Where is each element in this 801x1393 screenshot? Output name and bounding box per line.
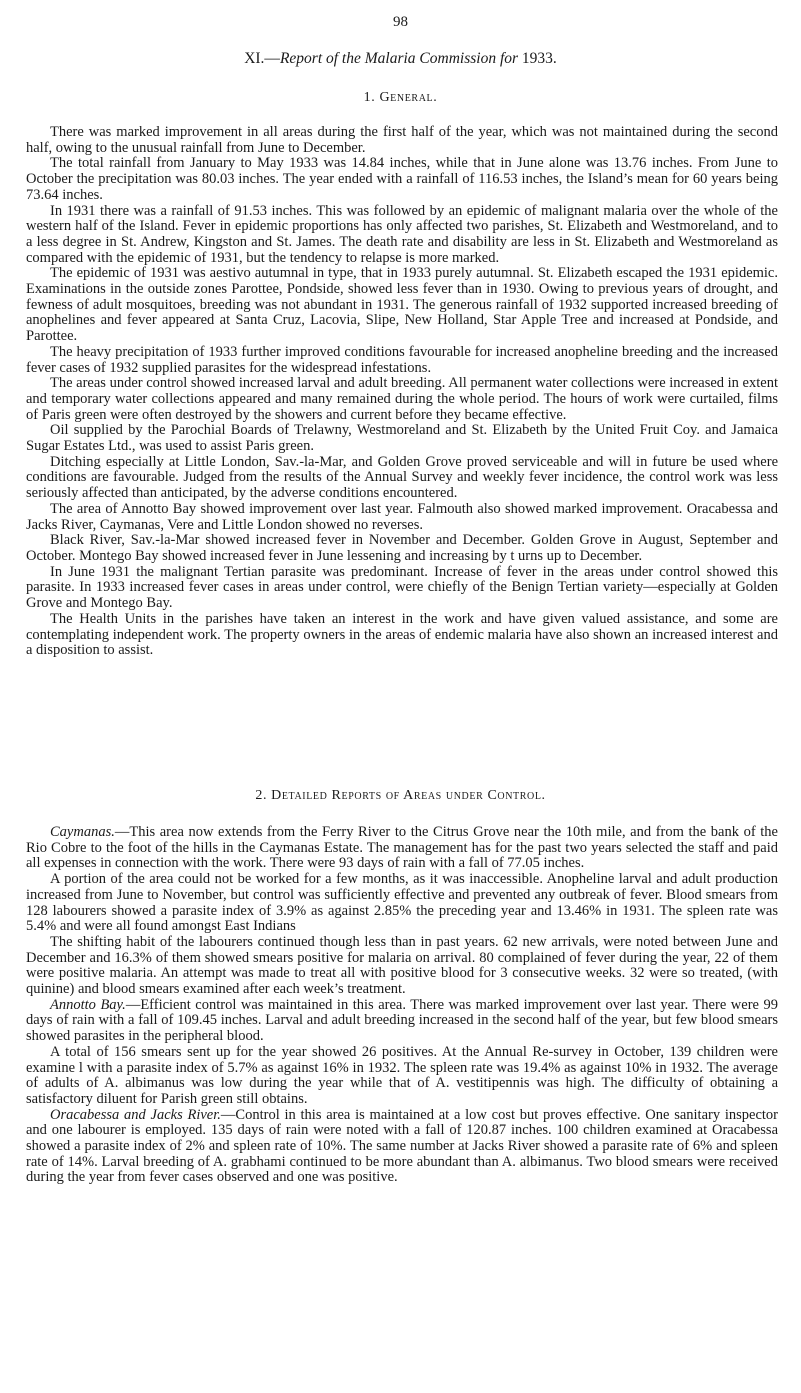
report-title bbox=[0, 50, 801, 68]
place-name: Caymanas. bbox=[50, 824, 115, 840]
section-detailed-reports-body bbox=[26, 825, 778, 1186]
paragraph: There was marked improvement in all areas during the first half of the year, which was not maintained during the second half, owing to the unusual rainfall from June to December. bbox=[26, 124, 778, 156]
place-name: Annotto Bay. bbox=[50, 996, 126, 1013]
report-title-prefix: XI.— bbox=[244, 50, 280, 67]
paragraph: In June 1931 the malignant Tertian parasite was predominant. Increase of fever in the areas under control showed this parasite. In 1933 increased fever cases in areas under control, were chiefly of the Benign Tertian variety—especially at Golden Grove and Montego Bay. bbox=[26, 563, 778, 612]
paragraph-text: —This area now extends from the Ferry River to the Citrus Grove near the 10th mile, and from the bank of the Rio Cobre to the foot of the hills in the Caymanas Estate. The management has for the past two years selected the staff and paid all expenses in connection with the work. There were 93 days of rain with a fall of 77.05 inches. bbox=[26, 824, 778, 872]
paragraph: Ditching especially at Little London, Sav.-la-Mar, and Golden Grove proved serviceable and will in future be used where conditions are favourable. Judged from the results of the Annual Survey and weekly fever incidence, the control work was less seriously affected than anticipated, by the adverse conditions encountered. bbox=[26, 453, 778, 502]
paragraph: The shifting habit of the labourers continued though less than in past years. 62 new arrivals, were noted between June and December and 16.3% of them showed smears positive for malaria on arrival. 80 complained of fever during the year, 22 of them were positive malaria. An attempt was made to treat all with positive blood for 3 consecutive weeks. 32 were so treated, (with quinine) and blood smears examined after each week’s treatment. bbox=[26, 933, 778, 998]
report-title-italic: Report of the Malaria Commission for bbox=[279, 50, 519, 67]
section-heading-general: 1. General. bbox=[363, 90, 438, 105]
paragraph: The epidemic of 1931 was aestivo autumnal in type, that in 1933 purely autumnal. St. Elizabeth escaped the 1931 epidemic. Examinations in the outside zones Parottee, Pondside, showed less fever than in 1930. Owing to previous years of drought, and fewness of adult mosquitoes, breeding was not abundant in 1931. The generous rainfall of 1932 supported increased breeding of anophelines and fever appeared at Santa Cruz, Lacovia, Slipe, New Holland, Star Apple Tree and increased at Pondside, and Parottee. bbox=[26, 265, 778, 345]
paragraph: The total rainfall from January to May 1933 was 14.84 inches, while that in June alone was 13.76 inches. From June to October the precipitation was 80.03 inches. The year ended with a rainfall of 116.53 inches, the Island’s mean for 60 years being 73.64 inches. bbox=[26, 155, 778, 203]
paragraph: A total of 156 smears sent up for the year showed 26 positives. At the Annual Re-survey in October, 139 children were examine l with a parasite index of 5.7% as against 16% in 1932. The spleen rate was 19.4% as against 10% in 1932. The average of adults of A. albimanus was low during the year while that of A. vestitipennis was high. The difficulty of obtaining a satisfactory diluent for Parish green still obtains. bbox=[26, 1043, 778, 1107]
paragraph: In 1931 there was a rainfall of 91.53 inches. This was followed by an epidemic of malignant malaria over the whole of the western half of the Island. Fever in epidemic proportions has only affected two parishes, St. Elizabeth and Westmoreland, and to a less degree in St. Andrew, Kingston and St. James. The death rate and disability are less in St. Elizabeth and Westmoreland as compared with the epidemic of 1931, but the tendency to relapse is more marked. bbox=[26, 202, 778, 266]
paragraph: The heavy precipitation of 1933 further improved conditions favourable for increased anopheline breeding and the increased fever cases of 1932 supplied parasites for the widespread infestations. bbox=[26, 343, 778, 376]
page-number: 98 bbox=[393, 14, 408, 30]
paragraph: The Health Units in the parishes have taken an interest in the work and have given valued assistance, and some are contemplating independent work. The property owners in the areas of endemic malaria have also shown an increased interest and a disposition to assist. bbox=[26, 610, 778, 659]
report-title-year: 1933. bbox=[518, 50, 557, 67]
paragraph: The areas under control showed increased larval and adult breeding. All permanent water collections were increased in extent and temporary water collections appeared and many remained during the whole period. The hours of work were curtailed, films of Paris green were often destroyed by the showers and current before they became effective. bbox=[26, 375, 778, 423]
paragraph-text: —Efficient control was maintained in this area. There was marked improvement over last year. There were 99 days of rain with a fall of 109.45 inches. Larval and adult breeding increased in the second half of the year, but few blood smears showed parasites in the peripheral blood. bbox=[26, 996, 778, 1045]
paragraph-oracabessa bbox=[26, 1108, 778, 1187]
section-general-body bbox=[26, 125, 778, 659]
paragraph: Black River, Sav.-la-Mar showed increased fever in November and December. Golden Grove in August, September and October. Montego Bay showed increased fever in June lessening and increasing by t urns up to December. bbox=[26, 532, 778, 564]
paragraph-annotto-bay bbox=[26, 998, 778, 1045]
paragraph-text: —Control in this area is maintained at a low cost but proves effective. One sanitary inspector and one labourer is employed. 135 days of rain were noted with a fall of 120.87 inches. 100 children examined at Oracabessa showed a parasite index of 2% and spleen rate of 10%. The same number at Jacks River showed a parasite rate of 6% and spleen rate of 14%. Larval breeding of A. grabhami continued to be more abundant than A. albimanus. Two blood smears were received during the year from fever cases observed and one was positive. bbox=[26, 1106, 778, 1186]
place-name: Oracabessa and Jacks River. bbox=[50, 1106, 221, 1123]
paragraph: Oil supplied by the Parochial Boards of Trelawny, Westmoreland and St. Elizabeth by the United Fruit Coy. and Jamaica Sugar Estates Ltd., was used to assist Paris green. bbox=[26, 422, 778, 455]
paragraph-caymanas bbox=[26, 825, 778, 872]
section-heading-detailed-reports: 2. Detailed Reports of Areas under Control. bbox=[255, 788, 546, 803]
paragraph: A portion of the area could not be worked for a few months, as it was inaccessible. Anopheline larval and adult production increased from June to November, but control was sufficiently effective and prevented any outbreak of fever. Blood smears from 128 labourers showed a parasite index of 3.9% as against 2.85% the preceding year and 13.46% in 1931. The spleen rate was 5.4% and were all found amongst East Indians bbox=[26, 871, 778, 935]
paragraph: The area of Annotto Bay showed improvement over last year. Falmouth also showed marked improvement. Oracabessa and Jacks River, Caymanas, Vere and Little London showed no reverses. bbox=[26, 500, 778, 533]
